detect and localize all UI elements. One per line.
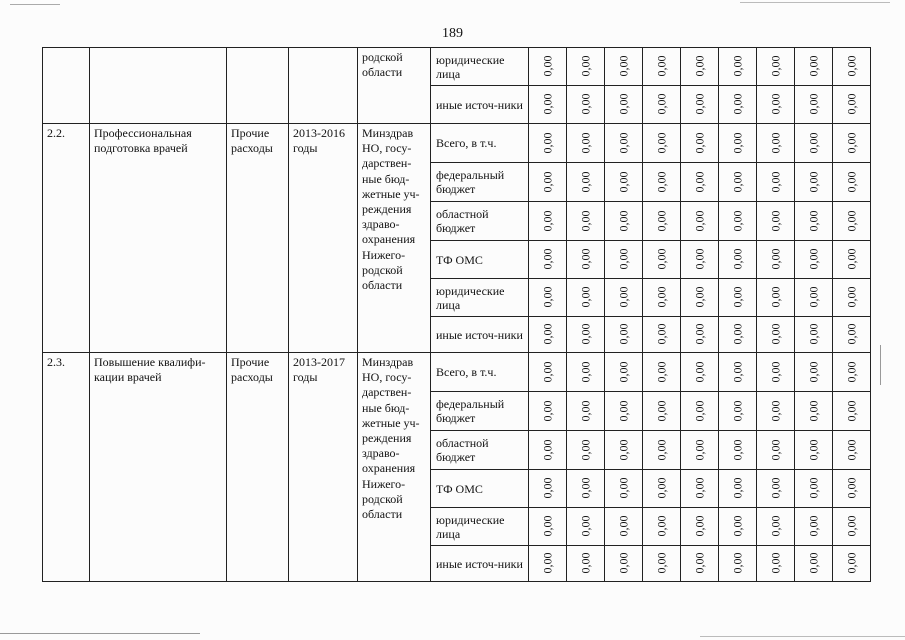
value-text: 0,00 <box>768 93 783 115</box>
value-text: 0,00 <box>692 132 707 153</box>
value-text: 0,00 <box>616 552 631 574</box>
value-cell <box>757 48 795 86</box>
value-text: 0,00 <box>654 248 669 270</box>
value-text: 0,00 <box>578 171 593 192</box>
value-text: 0,00 <box>768 210 783 231</box>
value-text: 0,00 <box>768 286 783 308</box>
value-cell <box>529 317 567 353</box>
executor-cell: Минздрав НО, госу-дарствен-ные бюд-жетные уч-реждения здраво-охранения Нижего-родской области <box>358 353 431 582</box>
value-text: 0,00 <box>806 477 821 499</box>
value-cell <box>605 353 643 392</box>
value-cell <box>529 124 567 163</box>
value-text: 0,00 <box>578 552 593 574</box>
value-text: 0,00 <box>730 361 745 382</box>
value-cell <box>757 508 795 546</box>
value-text: 0,00 <box>730 210 745 231</box>
value-text: 0,00 <box>616 171 631 192</box>
value-cell <box>643 241 681 279</box>
value-text: 0,00 <box>616 515 631 537</box>
value-text: 0,00 <box>692 400 707 421</box>
period-cell: 2013-2017 годы <box>289 353 358 582</box>
value-text: 0,00 <box>540 55 555 77</box>
value-text: 0,00 <box>806 439 821 460</box>
value-text: 0,00 <box>578 477 593 499</box>
value-text: 0,00 <box>730 248 745 270</box>
value-text: 0,00 <box>844 477 859 499</box>
source-cell: юридические лица <box>431 48 529 86</box>
period-cell: 2013-2016 годы <box>289 124 358 353</box>
value-text: 0,00 <box>768 439 783 460</box>
value-text: 0,00 <box>540 248 555 270</box>
name-cell: Повышение квалифи-кации врачей <box>90 353 227 582</box>
value-cell <box>757 546 795 582</box>
value-cell <box>605 470 643 508</box>
value-cell <box>643 353 681 392</box>
value-text: 0,00 <box>844 171 859 192</box>
value-cell <box>833 279 871 317</box>
value-text: 0,00 <box>654 361 669 382</box>
value-cell <box>757 431 795 470</box>
value-text: 0,00 <box>692 323 707 345</box>
value-text: 0,00 <box>844 323 859 345</box>
value-text: 0,00 <box>806 361 821 382</box>
value-cell <box>681 163 719 202</box>
number-cell <box>43 48 90 124</box>
value-cell <box>643 48 681 86</box>
source-cell: иные источ-ники <box>431 86 529 124</box>
value-text: 0,00 <box>692 171 707 192</box>
value-text: 0,00 <box>540 400 555 421</box>
value-text: 0,00 <box>806 248 821 270</box>
value-text: 0,00 <box>692 552 707 574</box>
value-cell <box>643 392 681 431</box>
value-text: 0,00 <box>540 552 555 574</box>
source-cell: юридические лица <box>431 279 529 317</box>
value-cell <box>719 431 757 470</box>
value-cell <box>795 124 833 163</box>
value-text: 0,00 <box>578 93 593 115</box>
value-text: 0,00 <box>844 515 859 537</box>
value-text: 0,00 <box>578 439 593 460</box>
value-text: 0,00 <box>616 210 631 231</box>
value-cell <box>833 317 871 353</box>
value-text: 0,00 <box>578 55 593 77</box>
value-cell <box>795 392 833 431</box>
name-cell <box>90 48 227 124</box>
value-text: 0,00 <box>844 132 859 153</box>
value-text: 0,00 <box>806 171 821 192</box>
value-text: 0,00 <box>540 210 555 231</box>
value-text: 0,00 <box>540 171 555 192</box>
value-text: 0,00 <box>806 286 821 308</box>
value-cell <box>795 241 833 279</box>
value-cell <box>529 470 567 508</box>
value-text: 0,00 <box>768 248 783 270</box>
value-text: 0,00 <box>806 132 821 153</box>
value-text: 0,00 <box>806 515 821 537</box>
value-cell <box>681 392 719 431</box>
value-cell <box>757 163 795 202</box>
value-cell <box>833 48 871 86</box>
value-text: 0,00 <box>692 361 707 382</box>
value-text: 0,00 <box>654 171 669 192</box>
expense-type-cell <box>227 48 289 124</box>
value-cell <box>529 48 567 86</box>
scan-artifact-top-right <box>740 2 890 3</box>
value-cell <box>719 353 757 392</box>
value-text: 0,00 <box>730 132 745 153</box>
value-cell <box>795 546 833 582</box>
value-text: 0,00 <box>578 361 593 382</box>
value-text: 0,00 <box>730 477 745 499</box>
value-cell <box>529 163 567 202</box>
value-cell <box>529 392 567 431</box>
source-cell: областной бюджет <box>431 431 529 470</box>
value-text: 0,00 <box>692 93 707 115</box>
value-text: 0,00 <box>654 93 669 115</box>
period-cell <box>289 48 358 124</box>
value-cell <box>795 163 833 202</box>
value-text: 0,00 <box>616 323 631 345</box>
value-text: 0,00 <box>692 210 707 231</box>
value-text: 0,00 <box>768 171 783 192</box>
value-text: 0,00 <box>730 552 745 574</box>
value-text: 0,00 <box>654 55 669 77</box>
value-cell <box>757 279 795 317</box>
value-cell <box>567 317 605 353</box>
value-text: 0,00 <box>654 132 669 153</box>
value-cell <box>643 508 681 546</box>
value-text: 0,00 <box>692 477 707 499</box>
value-text: 0,00 <box>616 248 631 270</box>
value-text: 0,00 <box>692 248 707 270</box>
value-cell <box>567 470 605 508</box>
value-cell <box>757 202 795 241</box>
value-text: 0,00 <box>540 515 555 537</box>
value-cell <box>833 241 871 279</box>
value-cell <box>567 353 605 392</box>
value-text: 0,00 <box>730 400 745 421</box>
value-text: 0,00 <box>806 552 821 574</box>
value-text: 0,00 <box>654 400 669 421</box>
value-text: 0,00 <box>730 323 745 345</box>
value-text: 0,00 <box>540 439 555 460</box>
value-text: 0,00 <box>806 400 821 421</box>
value-cell <box>833 508 871 546</box>
value-text: 0,00 <box>692 515 707 537</box>
value-cell <box>833 163 871 202</box>
value-text: 0,00 <box>654 439 669 460</box>
value-cell <box>643 202 681 241</box>
value-cell <box>719 124 757 163</box>
value-text: 0,00 <box>540 361 555 382</box>
scan-artifact-right-edge <box>880 345 881 385</box>
value-text: 0,00 <box>768 552 783 574</box>
value-text: 0,00 <box>578 400 593 421</box>
value-cell <box>605 279 643 317</box>
source-cell: юридические лица <box>431 508 529 546</box>
value-text: 0,00 <box>654 210 669 231</box>
value-cell <box>643 431 681 470</box>
value-text: 0,00 <box>768 55 783 77</box>
value-cell <box>681 124 719 163</box>
value-cell <box>833 124 871 163</box>
value-text: 0,00 <box>844 286 859 308</box>
value-cell <box>795 431 833 470</box>
value-text: 0,00 <box>768 400 783 421</box>
value-text: 0,00 <box>768 323 783 345</box>
value-text: 0,00 <box>692 55 707 77</box>
page-number: 189 <box>442 26 463 41</box>
value-text: 0,00 <box>578 248 593 270</box>
value-cell <box>833 470 871 508</box>
value-cell <box>757 317 795 353</box>
value-cell <box>681 279 719 317</box>
value-cell <box>567 546 605 582</box>
value-text: 0,00 <box>768 132 783 153</box>
executor-cell: родской области <box>358 48 431 124</box>
value-text: 0,00 <box>654 323 669 345</box>
value-text: 0,00 <box>578 286 593 308</box>
value-cell <box>757 241 795 279</box>
source-cell: иные источ-ники <box>431 546 529 582</box>
value-text: 0,00 <box>692 286 707 308</box>
value-text: 0,00 <box>616 286 631 308</box>
value-text: 0,00 <box>806 55 821 77</box>
value-cell <box>605 163 643 202</box>
value-cell <box>833 392 871 431</box>
value-cell <box>567 202 605 241</box>
value-cell <box>643 470 681 508</box>
value-text: 0,00 <box>730 55 745 77</box>
value-cell <box>719 392 757 431</box>
value-text: 0,00 <box>844 93 859 115</box>
value-cell <box>605 86 643 124</box>
value-text: 0,00 <box>616 400 631 421</box>
value-cell <box>681 86 719 124</box>
value-text: 0,00 <box>654 477 669 499</box>
value-text: 0,00 <box>654 552 669 574</box>
financing-table <box>42 47 871 582</box>
value-cell <box>643 279 681 317</box>
value-cell <box>795 202 833 241</box>
name-cell: Профессиональная подготовка врачей <box>90 124 227 353</box>
value-cell <box>529 546 567 582</box>
value-text: 0,00 <box>616 93 631 115</box>
value-text: 0,00 <box>616 477 631 499</box>
source-cell: федеральный бюджет <box>431 392 529 431</box>
source-cell: ТФ ОМС <box>431 241 529 279</box>
value-text: 0,00 <box>844 439 859 460</box>
value-cell <box>605 317 643 353</box>
value-text: 0,00 <box>806 93 821 115</box>
value-cell <box>567 241 605 279</box>
value-text: 0,00 <box>730 515 745 537</box>
value-cell <box>795 470 833 508</box>
value-cell <box>567 279 605 317</box>
value-text: 0,00 <box>578 132 593 153</box>
source-cell: федеральный бюджет <box>431 163 529 202</box>
value-text: 0,00 <box>844 210 859 231</box>
value-text: 0,00 <box>844 400 859 421</box>
value-cell <box>529 241 567 279</box>
value-cell <box>833 86 871 124</box>
source-cell: областной бюджет <box>431 202 529 241</box>
value-cell <box>567 48 605 86</box>
value-text: 0,00 <box>844 248 859 270</box>
scan-artifact-bottom-right <box>700 636 905 637</box>
value-text: 0,00 <box>768 477 783 499</box>
value-cell <box>567 124 605 163</box>
value-text: 0,00 <box>616 361 631 382</box>
value-cell <box>795 353 833 392</box>
value-cell <box>719 546 757 582</box>
value-text: 0,00 <box>730 439 745 460</box>
value-cell <box>795 48 833 86</box>
value-text: 0,00 <box>844 55 859 77</box>
value-cell <box>757 86 795 124</box>
value-cell <box>719 279 757 317</box>
value-cell <box>605 48 643 86</box>
value-text: 0,00 <box>616 132 631 153</box>
expense-type-cell: Прочие расходы <box>227 124 289 353</box>
value-cell <box>719 48 757 86</box>
value-cell <box>833 431 871 470</box>
value-text: 0,00 <box>692 439 707 460</box>
value-cell <box>605 241 643 279</box>
value-cell <box>795 317 833 353</box>
source-cell: иные источ-ники <box>431 317 529 353</box>
number-cell: 2.2. <box>43 124 90 353</box>
value-cell <box>529 353 567 392</box>
value-cell <box>529 202 567 241</box>
value-cell <box>833 353 871 392</box>
source-cell: Всего, в т.ч. <box>431 124 529 163</box>
value-text: 0,00 <box>540 286 555 308</box>
value-text: 0,00 <box>654 515 669 537</box>
scan-artifact-top-left <box>10 4 60 5</box>
executor-cell: Минздрав НО, госу-дарствен-ные бюд-жетные уч-реждения здраво-охранения Нижего-родской области <box>358 124 431 353</box>
value-cell <box>795 86 833 124</box>
value-cell <box>605 508 643 546</box>
value-cell <box>643 163 681 202</box>
value-cell <box>719 241 757 279</box>
value-text: 0,00 <box>578 323 593 345</box>
value-cell <box>681 48 719 86</box>
value-cell <box>529 86 567 124</box>
value-cell <box>757 353 795 392</box>
value-cell <box>605 202 643 241</box>
value-text: 0,00 <box>844 361 859 382</box>
value-cell <box>567 86 605 124</box>
value-cell <box>681 546 719 582</box>
value-text: 0,00 <box>540 93 555 115</box>
value-text: 0,00 <box>806 323 821 345</box>
scan-artifact-bottom-left <box>0 633 200 634</box>
value-text: 0,00 <box>578 210 593 231</box>
value-cell <box>719 202 757 241</box>
value-cell <box>567 431 605 470</box>
value-cell <box>833 202 871 241</box>
value-cell <box>643 546 681 582</box>
table-body <box>43 48 871 582</box>
value-text: 0,00 <box>844 552 859 574</box>
value-text: 0,00 <box>540 323 555 345</box>
value-cell <box>719 508 757 546</box>
value-cell <box>719 470 757 508</box>
value-text: 0,00 <box>730 171 745 192</box>
value-cell <box>681 470 719 508</box>
value-cell <box>795 279 833 317</box>
value-cell <box>833 546 871 582</box>
table-row <box>43 48 871 86</box>
value-cell <box>567 163 605 202</box>
value-cell <box>605 392 643 431</box>
table-row <box>43 124 871 163</box>
value-cell <box>529 279 567 317</box>
value-cell <box>643 317 681 353</box>
value-cell <box>719 163 757 202</box>
value-text: 0,00 <box>730 286 745 308</box>
source-cell: ТФ ОМС <box>431 470 529 508</box>
expense-type-cell: Прочие расходы <box>227 353 289 582</box>
value-cell <box>681 353 719 392</box>
value-text: 0,00 <box>654 286 669 308</box>
value-cell <box>719 86 757 124</box>
value-text: 0,00 <box>768 361 783 382</box>
value-cell <box>757 470 795 508</box>
value-cell <box>681 241 719 279</box>
table-row <box>43 353 871 392</box>
value-text: 0,00 <box>616 55 631 77</box>
value-text: 0,00 <box>578 515 593 537</box>
value-text: 0,00 <box>616 439 631 460</box>
value-cell <box>605 546 643 582</box>
number-cell: 2.3. <box>43 353 90 582</box>
value-cell <box>643 124 681 163</box>
value-cell <box>681 508 719 546</box>
value-cell <box>605 431 643 470</box>
value-cell <box>681 431 719 470</box>
value-cell <box>567 392 605 431</box>
value-text: 0,00 <box>540 132 555 153</box>
value-cell <box>605 124 643 163</box>
value-cell <box>795 508 833 546</box>
value-text: 0,00 <box>730 93 745 115</box>
value-cell <box>757 392 795 431</box>
value-cell <box>719 317 757 353</box>
value-cell <box>681 202 719 241</box>
value-cell <box>529 508 567 546</box>
value-text: 0,00 <box>768 515 783 537</box>
value-text: 0,00 <box>806 210 821 231</box>
value-cell <box>643 86 681 124</box>
value-text: 0,00 <box>540 477 555 499</box>
source-cell: Всего, в т.ч. <box>431 353 529 392</box>
value-cell <box>567 508 605 546</box>
value-cell <box>681 317 719 353</box>
value-cell <box>757 124 795 163</box>
value-cell <box>529 431 567 470</box>
